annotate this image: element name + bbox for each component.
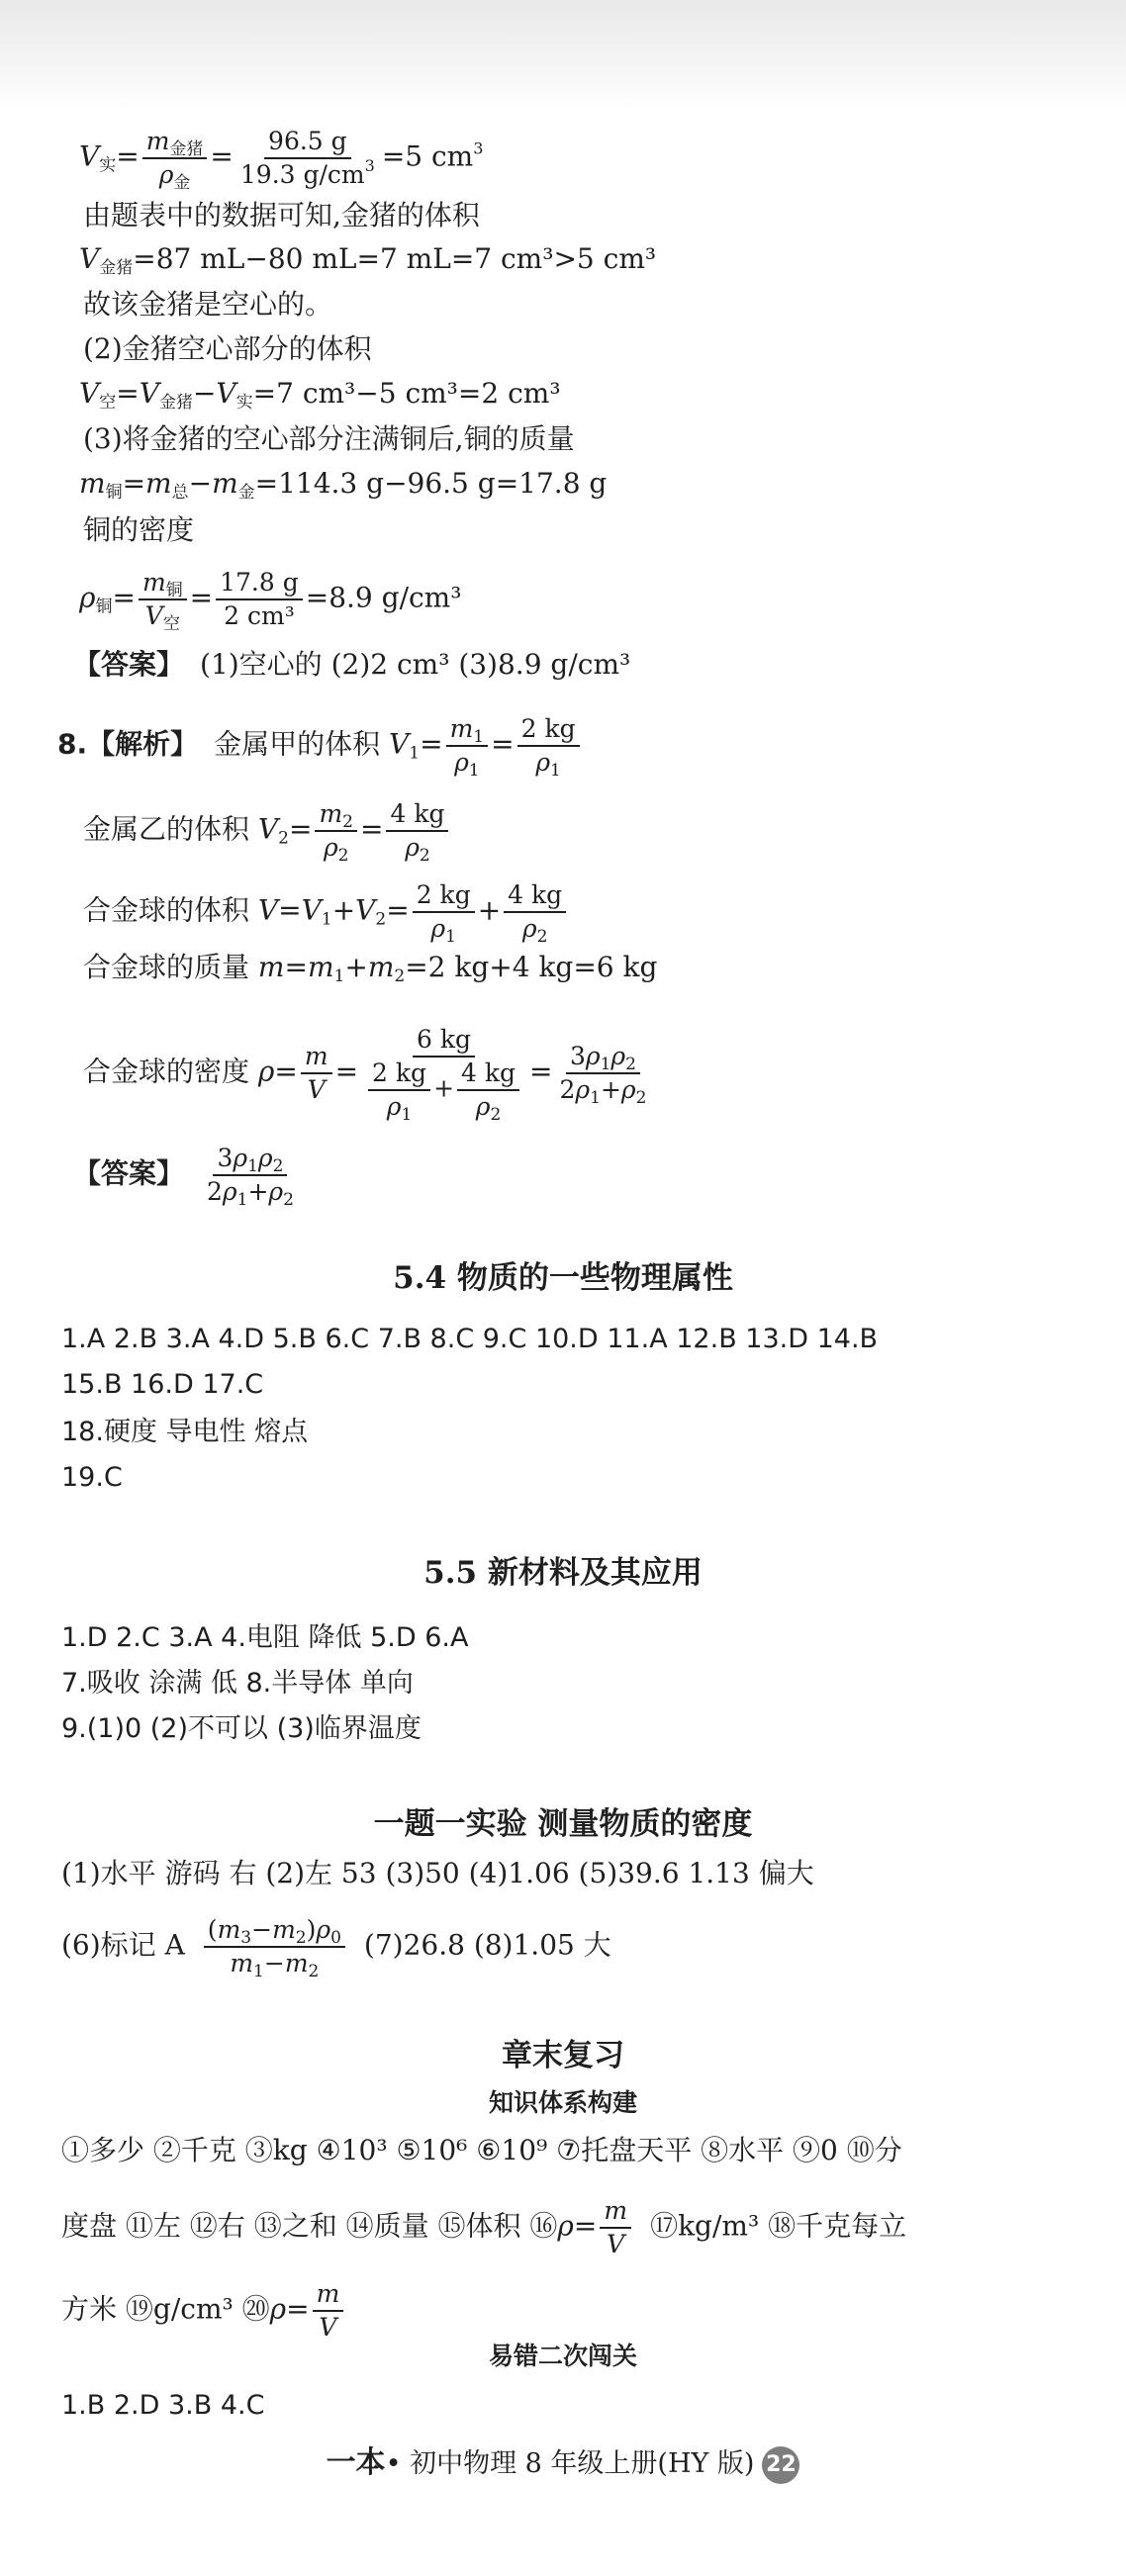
q8-line-5: 合金球的密度 ρ= $\frac{m}{V}$ = 6 kg $\frac{2 kg}{\rho_1}$ + $\frac{4 kg}{\rho_2}$ = $\frac{3\rho_1\rho_2}{2\rho_1+\rho_2}$: [83, 1025, 647, 1125]
solution-line-6: $V_空=V_{金猪}-V_实=7$ cm³−5 cm³=2 cm³: [79, 377, 561, 413]
review-row-1: ①多少 ②千克 ③kg ④10³ ⑤10⁶ ⑥10⁹ ⑦托盘天平 ⑧水平 ⑨0 ⑩分: [61, 2134, 902, 2166]
page-number-badge: 22: [762, 2446, 799, 2484]
sec54-row-3: 18.硬度 导电性 熔点: [61, 1417, 309, 1447]
sec55-row-1: 1.D 2.C 3.A 4.电阻 降低 5.D 6.A: [61, 1622, 469, 1653]
review-row-2: 度盘 ⑪左 ⑫右 ⑬之和 ⑭质量 ⑮体积 ⑯ρ= $\frac{m}{V}$ ⑰kg/m³ ⑱千克每立: [61, 2196, 907, 2258]
solution-line-7: (3)将金猪的空心部分注满铜后,铜的质量: [83, 422, 575, 455]
q8-line-4: 合金球的质量 $m=m_1+m_2=2$ kg+4 kg=6 kg: [83, 951, 658, 986]
review-subtitle-knowledge: 知识体系构建: [488, 2088, 637, 2117]
solution-line-8: $m_铜=m_总-m_金=114.3$ g−96.5 g=17.8 g: [79, 467, 608, 503]
sec55-row-2: 7.吸收 涂满 低 8.半导体 单向: [61, 1668, 414, 1699]
q8-answer: 【答案】 $\frac{3\rho_1\rho_2}{2\rho_1+\rho_2}$: [73, 1144, 294, 1210]
solution-line-9: 铜的密度: [83, 513, 195, 546]
page-footer: [0, 2443, 1126, 2484]
review-subtitle-mistakes: 易错二次闯关: [488, 2342, 637, 2370]
footer-brand: 一本: [326, 2445, 386, 2480]
sec54-row-1: 1.A 2.B 3.A 4.D 5.B 6.C 7.B 8.C 9.C 10.D 11.A 12.B 13.D 14.B: [61, 1324, 879, 1354]
sec54-row-4: 19.C: [61, 1462, 123, 1493]
q8-line-3: 合金球的体积 $V=V_1+V_2=$ $\frac{2 kg}{\rho_1}$ + $\frac{4 kg}{\rho_2}$: [83, 880, 569, 944]
section-5-5-title: 5.5 新材料及其应用: [423, 1555, 703, 1591]
solution-line-4: 故该金猪是空心的。: [83, 288, 333, 321]
answer-line-top: 【答案】 (1)空心的 (2)2 cm³ (3)8.9 g/cm³: [73, 648, 631, 681]
footer-book-title: • 初中物理 8 年级上册(HY 版): [385, 2448, 755, 2479]
review-row-4: 1.B 2.D 3.B 4.C: [61, 2390, 265, 2421]
experiment-row-1: (1)水平 游码 右 (2)左 53 (3)50 (4)1.06 (5)39.6 1.13 偏大: [61, 1857, 814, 1889]
q8-line-2: 金属乙的体积 $V_2=$ $\frac{m_2}{\rho_2}$ = $\frac{4 kg}{\rho_2}$: [83, 799, 451, 863]
q8-line-1: 8.【解析】 金属甲的体积 $V_1=$ $\frac{m_1}{\rho_1}$ = $\frac{2 kg}{\rho_1}$: [57, 714, 583, 778]
solution-line-5: (2)金猪空心部分的体积: [83, 332, 372, 365]
solution-line-3: $V_{金猪}=87$ mL−80 mL=7 mL=7 cm³>5 cm³: [79, 242, 657, 278]
experiment-title: 一题一实验 测量物质的密度: [373, 1806, 753, 1842]
sec54-row-2: 15.B 16.D 17.C: [61, 1369, 264, 1400]
sec55-row-3: 9.(1)0 (2)不可以 (3)临界温度: [61, 1713, 422, 1744]
solution-line-2: 由题表中的数据可知,金猪的体积: [83, 199, 480, 231]
review-title: 章末复习: [502, 2038, 624, 2073]
section-5-4-title: 5.4 物质的一些物理属性: [393, 1260, 733, 1296]
review-row-3: 方米 ⑲g/cm³ ⑳ρ= $\frac{m}{V}$: [61, 2279, 346, 2343]
solution-line-1: $V_实=$ $\frac{m_{金猪}}{\rho_金}$ = $\frac{96.5 g}{19.3 g/cm^3}$ =5 $cm^3$: [79, 127, 484, 193]
scan-top-shadow: [0, 0, 1126, 109]
experiment-row-2: (6)标记 A $\frac{(m_3-m_2)\rho_0}{m_1-m_2}$ (7)26.8 (8)1.05 大: [61, 1915, 611, 1981]
solution-line-10: $\rho_铜=$ $\frac{m_铜}{V_空}$ = $\frac{17.8 g}{\text{2 cm³}}$ =8.9 g/cm³: [79, 568, 462, 634]
